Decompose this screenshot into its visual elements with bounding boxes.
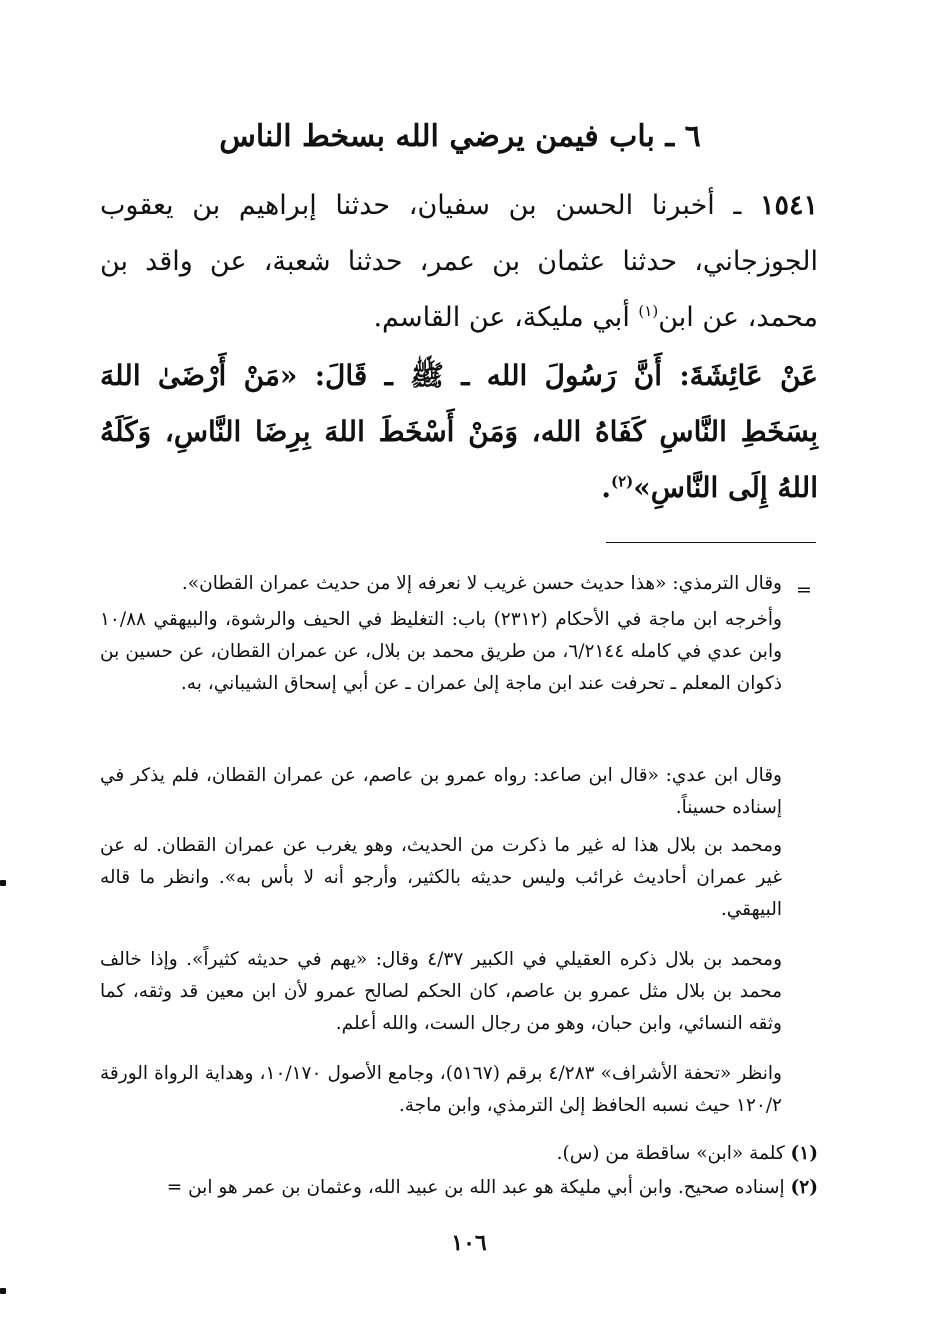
footnote-marker-2[interactable]: (٢): [611, 472, 634, 491]
footnote-1-marker: (١): [790, 1143, 818, 1164]
chapter-heading: ٦ ـ باب فيمن يرضي الله بسخط الناس: [219, 119, 701, 154]
footnote-paragraph: وقال ابن عدي: «قال ابن صاعد: رواه عمرو بن عاصم، عن عمران القطان، فلم يذكر في إسناده حسيناً.: [100, 765, 782, 818]
hadith-matn: [100, 348, 818, 516]
hadith-isnad: [100, 178, 818, 346]
scan-mark: [0, 1288, 6, 1294]
footnote-paragraph: وقال الترمذي: «هذا حديث حسن غريب لا نعرفه إلا من حديث عمران القطان».: [181, 573, 782, 594]
footnote-marker-1[interactable]: (١): [638, 302, 659, 320]
hadith-number: ١٥٤١: [759, 190, 818, 221]
footnote-2-text: إسناده صحيح. وابن أبي مليكة هو عبد الله بن عبيد الله، وعثمان بن عمر هو ابن =: [166, 1177, 785, 1198]
matn-end-punctuation: .: [601, 471, 611, 504]
footnote-separator: [606, 542, 816, 543]
footnote-1-text: كلمة «ابن» ساقطة من (س).: [556, 1143, 785, 1164]
footnote-2-marker: (٢): [790, 1177, 818, 1198]
footnote-continuation-mark: =: [796, 579, 812, 601]
isnad-text-end: أبي مليكة، عن القاسم.: [373, 302, 630, 333]
footnote-paragraph: وانظر «تحفة الأشراف» ٤/٢٨٣ برقم (٥١٦٧)، وجامع الأصول ١٠/١٧٠، وهداية الرواة الورقة ١٢٠/٢ حيث نسبه الحافظ إلىٰ الترمذي، وابن ماجة.: [100, 1063, 782, 1116]
matn-text: عَنْ عَائِشَةَ: أَنَّ رَسُولَ الله ـ ﷺ ـ قَالَ: «مَنْ أَرْضَىٰ اللهَ بِسَخَطِ النَّاسِ كَفَاهُ الله، وَمَنْ أَسْخَطَ اللهَ بِرِضَا النَّاسِ، وَكَلَهُ اللهُ إِلَى النَّاسِ»: [100, 359, 818, 504]
footnote-paragraph: ومحمد بن بلال ذكره العقيلي في الكبير ٤/٣٧ وقال: «يهم في حديثه كثيراً». وإذا خالف محمد بن بلال مثل عمرو بن عاصم، كان الحكم لصالح عمرو لأن ابن معين قد وثقه، كما وثقه النسائي، وابن حبان، وهو من رجال الست، والله أعلم.: [100, 949, 783, 1034]
footnote-paragraph: ومحمد بن بلال هذا له غير ما ذكرت من الحديث، وهو يغرب عن عمران القطان. له عن غير عمران أحاديث غرائب وليس حديثه بالكثير، وأرجو أنه لا بأس به». وانظر ما قاله البيهقي.: [100, 835, 782, 920]
footnote-1: [100, 1138, 818, 1170]
footnote-2: [100, 1172, 818, 1204]
scan-mark: [0, 880, 6, 886]
page-number: ١٠٦: [451, 1230, 487, 1256]
isnad-text: ـ أخبرنا الحسن بن سفيان، حدثنا إبراهيم بن يعقوب الجوزجاني، حدثنا عثمان بن عمر، حدثنا شعبة، عن واقد بن محمد، عن ابن: [100, 190, 818, 333]
footnote-paragraph: وأخرجه ابن ماجة في الأحكام (٢٣١٢) باب: التغليظ في الحيف والرشوة، والبيهقي ١٠/٨٨ وابن عدي في كامله ٦/٢١٤٤، من طريق محمد بن بلال، عن عمران القطان، عن حسين بن ذكوان المعلم ـ تحرفت عند ابن ماجة إلىٰ عمران ـ عن أبي إسحاق الشيباني، به.: [100, 609, 783, 694]
